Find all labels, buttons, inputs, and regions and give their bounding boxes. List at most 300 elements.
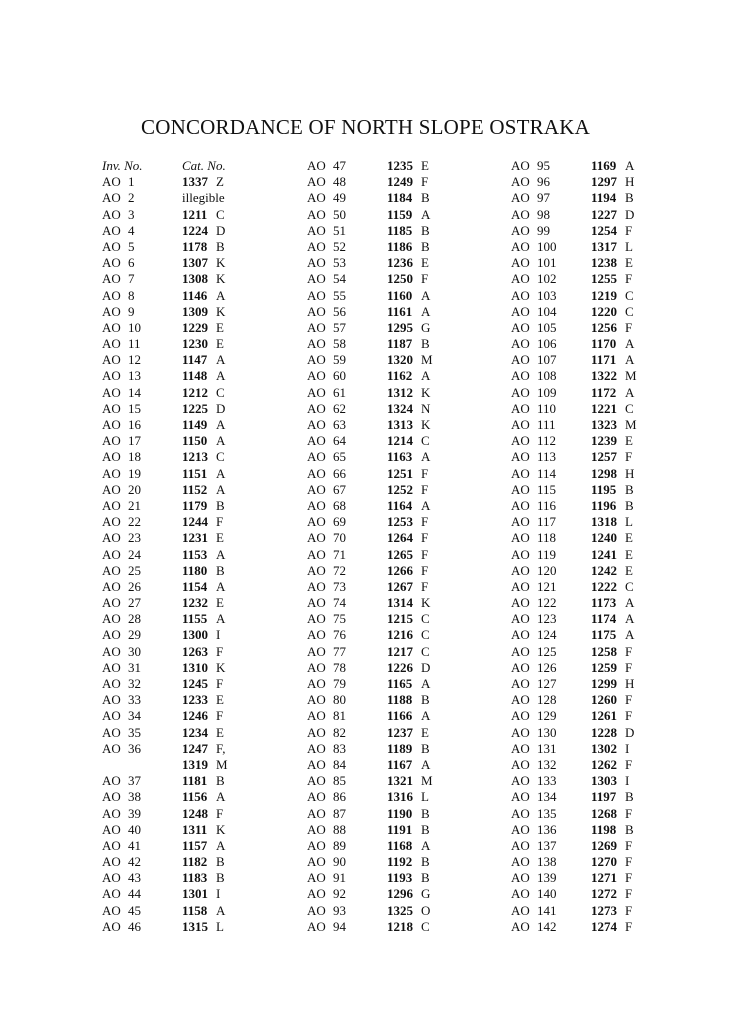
cat-number: 1266 [387,562,413,578]
inv-prefix: AO [511,433,530,449]
cat-number: 1158 [182,902,208,918]
inv-number: 20 [128,481,141,497]
inv-prefix: AO [307,595,326,611]
cat-letter: F [625,319,633,335]
cat-letter: B [216,238,225,254]
cat-letter: K [216,821,226,837]
inv-number: 82 [333,724,346,740]
inv-prefix: AO [511,222,530,238]
inv-number: 84 [333,756,346,772]
cat-letter: F [625,870,633,886]
cat-letter: H [625,465,635,481]
cat-letter: G [421,886,431,902]
cat-number: 1198 [591,821,617,837]
inv-number: 31 [128,659,141,675]
inv-prefix: AO [102,319,121,335]
inv-prefix: AO [307,562,326,578]
inv-number: 47 [333,158,346,173]
cat-number: 1237 [387,724,413,740]
inv-prefix: AO [307,481,326,497]
cat-letter: F [625,222,633,238]
inv-number: 117 [537,514,557,530]
inv-number: 28 [128,611,141,627]
inv-number: 78 [333,659,346,675]
cat-letter: F [625,918,633,934]
cat-letter: A [625,611,635,627]
cat-letter: I [216,627,221,643]
inv-prefix: AO [511,692,530,708]
cat-letter: A [625,627,635,643]
inv-number: 43 [128,870,141,886]
inv-prefix: AO [102,449,121,465]
cat-letter: B [216,773,225,789]
inv-prefix: AO [511,595,530,611]
inv-prefix: AO [102,417,121,432]
cat-number: 1296 [387,886,413,902]
inv-number: 92 [333,886,346,902]
inv-prefix: AO [511,886,530,902]
inv-number: 61 [333,384,346,400]
cat-letter: F [625,692,633,708]
inv-number: 93 [333,902,346,918]
inv-prefix: AO [102,870,121,886]
cat-number: 1308 [182,271,208,287]
inv-prefix: AO [511,562,530,578]
cat-letter: A [216,465,226,481]
inv-prefix: AO [511,870,530,886]
cat-letter: A [421,837,431,853]
inv-prefix: AO [511,676,530,691]
inv-number: 109 [537,384,557,400]
inv-prefix: AO [307,740,326,756]
cat-number: 1240 [591,530,617,546]
cat-number: 1312 [387,384,413,400]
cat-letter: F [625,854,633,870]
cat-number: 1221 [591,400,617,416]
cat-letter: B [421,821,430,837]
cat-letter: A [216,417,226,432]
inv-prefix: AO [102,724,121,740]
inv-prefix: AO [307,303,326,319]
inv-number: 11 [128,336,141,352]
cat-letter: A [625,352,635,368]
cat-letter: B [625,789,634,805]
inv-prefix: AO [511,303,530,319]
inv-number: 138 [537,854,557,870]
inv-number: 112 [537,433,557,449]
cat-letter: A [216,352,226,368]
cat-number: 1181 [182,773,208,789]
cat-number: 1182 [182,854,208,870]
inv-prefix: AO [102,789,121,805]
inv-number: 123 [537,611,557,627]
cat-letter: F [421,271,429,287]
inv-number: 8 [128,287,135,303]
cat-number: 1194 [591,190,617,206]
inv-number: 120 [537,562,557,578]
cat-letter: B [216,854,225,870]
inv-prefix: AO [307,627,326,643]
inv-number: 133 [537,773,557,789]
inv-prefix: AO [102,384,121,400]
inv-prefix: AO [102,497,121,513]
inv-prefix: AO [102,530,121,546]
cat-number: 1301 [182,886,208,902]
inv-prefix: AO [307,676,326,691]
cat-letter: Z [216,174,224,190]
cat-number: 1230 [182,336,208,352]
cat-number: 1316 [387,789,413,805]
inv-number: 45 [128,902,141,918]
cat-number: 1252 [387,481,413,497]
cat-number: 1216 [387,627,413,643]
cat-number: 1179 [182,497,208,513]
cat-number: 1241 [591,546,617,562]
cat-number: 1164 [387,497,413,513]
cat-number: 1170 [591,336,617,352]
inv-number: 41 [128,837,141,853]
cat-number: 1192 [387,854,413,870]
cat-letter: F [625,902,633,918]
cat-number: 1261 [591,708,617,724]
cat-number: 1156 [182,789,208,805]
cat-number: 1319 [182,756,208,772]
inv-number: 94 [333,918,346,934]
cat-number: 1274 [591,918,617,934]
cat-number: 1337 [182,174,208,190]
inv-prefix: AO [511,400,530,416]
cat-letter: K [216,271,226,287]
cat-letter: F [421,546,429,562]
cat-number: 1228 [591,724,617,740]
inv-number: 70 [333,530,346,546]
cat-letter: N [421,400,431,416]
cat-letter: F [421,481,429,497]
cat-number: 1265 [387,546,413,562]
inv-number: 96 [537,174,550,190]
cat-letter: A [216,902,226,918]
inv-number: 23 [128,530,141,546]
inv-number: 53 [333,255,346,271]
cat-number: 1267 [387,578,413,594]
cat-letter: B [421,740,430,756]
inv-prefix: AO [511,724,530,740]
inv-number: 58 [333,336,346,352]
inv-prefix: AO [102,287,121,303]
inv-prefix: AO [102,174,121,190]
inv-number: 107 [537,352,557,368]
inv-prefix: AO [511,238,530,254]
inv-prefix: AO [307,854,326,870]
cat-letter: A [216,546,226,562]
cat-letter: A [625,595,635,611]
inv-prefix: AO [102,271,121,287]
cat-letter: F [625,805,633,821]
cat-number: 1212 [182,384,208,400]
cat-number: 1248 [182,805,208,821]
inv-number: 113 [537,449,557,465]
cat-letter: F, [216,740,226,756]
cat-letter: E [216,530,224,546]
inv-prefix: AO [307,287,326,303]
cat-number: 1298 [591,465,617,481]
cat-letter: B [421,854,430,870]
inv-prefix: AO [307,465,326,481]
cat-number: 1157 [182,837,208,853]
cat-letter: C [216,449,225,465]
cat-letter: F [216,643,224,659]
cat-letter: F [625,886,633,902]
cat-letter: C [421,643,430,659]
cat-letter: E [216,724,224,740]
inv-number: 55 [333,287,346,303]
cat-number: 1253 [387,514,413,530]
cat-number: 1190 [387,805,413,821]
inv-prefix: AO [102,886,121,902]
cat-letter: D [421,659,431,675]
inv-number: 3 [128,206,135,222]
cat-number: 1168 [387,837,413,853]
cat-number: 1255 [591,271,617,287]
inv-prefix: AO [307,319,326,335]
cat-number: 1260 [591,692,617,708]
inv-prefix: AO [511,449,530,465]
cat-letter: A [216,287,226,303]
cat-letter: E [421,255,429,271]
inv-prefix: AO [102,578,121,594]
inv-number: 141 [537,902,557,918]
inv-number: 71 [333,546,346,562]
cat-letter: B [421,805,430,821]
cat-letter: M [421,352,433,368]
inv-number: 24 [128,546,141,562]
cat-letter: C [216,206,225,222]
inv-number: 34 [128,708,141,724]
inv-no-header: Inv. No. [102,158,143,173]
inv-prefix: AO [511,530,530,546]
inv-prefix: AO [307,708,326,724]
inv-number: 51 [333,222,346,238]
inv-prefix: AO [102,368,121,384]
cat-letter: B [421,238,430,254]
cat-letter: C [421,433,430,449]
illegible-note: illegible [182,190,225,206]
inv-prefix: AO [511,174,530,190]
inv-prefix: AO [511,158,530,173]
inv-number: 7 [128,271,135,287]
cat-letter: E [421,158,429,173]
inv-prefix: AO [307,611,326,627]
cat-number: 1161 [387,303,413,319]
cat-letter: F [625,659,633,675]
inv-prefix: AO [307,449,326,465]
inv-number: 102 [537,271,557,287]
cat-letter: K [421,384,431,400]
inv-prefix: AO [511,902,530,918]
cat-number: 1183 [182,870,208,886]
inv-number: 124 [537,627,557,643]
inv-prefix: AO [307,870,326,886]
inv-number: 54 [333,271,346,287]
inv-number: 88 [333,821,346,837]
inv-prefix: AO [307,368,326,384]
inv-number: 115 [537,481,557,497]
inv-prefix: AO [307,400,326,416]
inv-number: 49 [333,190,346,206]
inv-prefix: AO [307,417,326,432]
inv-number: 79 [333,676,346,691]
inv-prefix: AO [511,497,530,513]
cat-letter: D [625,724,635,740]
inv-number: 42 [128,854,141,870]
inv-number: 97 [537,190,550,206]
inv-prefix: AO [511,255,530,271]
cat-number: 1311 [182,821,208,837]
inv-prefix: AO [102,562,121,578]
inv-prefix: AO [102,303,121,319]
inv-prefix: AO [511,319,530,335]
inv-number: 130 [537,724,557,740]
inv-number: 19 [128,465,141,481]
cat-letter: C [216,384,225,400]
inv-number: 52 [333,238,346,254]
inv-prefix: AO [511,417,530,432]
inv-prefix: AO [511,578,530,594]
inv-prefix: AO [307,352,326,368]
inv-number: 36 [128,740,141,756]
cat-number: 1162 [387,368,413,384]
page-title: CONCORDANCE OF NORTH SLOPE OSTRAKA [141,115,590,139]
cat-number: 1269 [591,837,617,853]
cat-number: 1193 [387,870,413,886]
inv-number: 6 [128,255,135,271]
cat-number: 1263 [182,643,208,659]
inv-number: 13 [128,368,141,384]
cat-letter: E [625,255,633,271]
cat-number: 1150 [182,433,208,449]
inv-prefix: AO [102,514,121,530]
cat-letter: I [625,740,630,756]
inv-number: 25 [128,562,141,578]
cat-number: 1171 [591,352,617,368]
inv-number: 48 [333,174,346,190]
inv-number: 108 [537,368,557,384]
cat-number: 1271 [591,870,617,886]
inv-number: 83 [333,740,346,756]
cat-letter: C [625,303,634,319]
inv-number: 90 [333,854,346,870]
inv-prefix: AO [511,384,530,400]
inv-number: 64 [333,433,346,449]
cat-letter: K [216,659,226,675]
cat-letter: A [216,789,226,805]
cat-letter: A [625,336,635,352]
inv-prefix: AO [102,222,121,238]
inv-prefix: AO [511,287,530,303]
cat-number: 1154 [182,578,208,594]
inv-prefix: AO [307,837,326,853]
cat-letter: F [625,708,633,724]
inv-number: 136 [537,821,557,837]
inv-number: 125 [537,643,557,659]
inv-prefix: AO [511,756,530,772]
inv-number: 135 [537,805,557,821]
inv-prefix: AO [511,368,530,384]
inv-number: 30 [128,643,141,659]
cat-letter: A [625,384,635,400]
cat-number: 1272 [591,886,617,902]
inv-number: 140 [537,886,557,902]
inv-prefix: AO [307,238,326,254]
inv-prefix: AO [102,481,121,497]
cat-letter: A [216,433,226,449]
cat-number: 1227 [591,206,617,222]
inv-number: 17 [128,433,141,449]
inv-prefix: AO [511,837,530,853]
inv-prefix: AO [307,271,326,287]
inv-prefix: AO [511,352,530,368]
cat-letter: B [216,870,225,886]
inv-prefix: AO [102,708,121,724]
inv-number: 72 [333,562,346,578]
inv-prefix: AO [102,400,121,416]
cat-letter: A [421,497,431,513]
inv-prefix: AO [102,821,121,837]
inv-number: 56 [333,303,346,319]
cat-letter: A [625,158,635,173]
cat-number: 1178 [182,238,208,254]
cat-letter: F [421,530,429,546]
cat-number: 1188 [387,692,413,708]
inv-number: 57 [333,319,346,335]
cat-letter: F [421,514,429,530]
cat-no-header: Cat. No. [182,158,226,173]
inv-prefix: AO [102,643,121,659]
cat-letter: A [421,756,431,772]
inv-number: 65 [333,449,346,465]
cat-number: 1302 [591,740,617,756]
inv-prefix: AO [102,255,121,271]
cat-letter: K [421,595,431,611]
inv-number: 15 [128,400,141,416]
cat-letter: F [625,756,633,772]
inv-prefix: AO [307,174,326,190]
inv-number: 38 [128,789,141,805]
cat-number: 1151 [182,465,208,481]
cat-number: 1147 [182,352,208,368]
cat-number: 1220 [591,303,617,319]
cat-letter: F [421,174,429,190]
cat-letter: B [625,821,634,837]
inv-prefix: AO [511,918,530,934]
inv-number: 68 [333,497,346,513]
cat-number: 1174 [591,611,617,627]
cat-number: 1259 [591,659,617,675]
cat-number: 1247 [182,740,208,756]
cat-letter: A [216,368,226,384]
inv-prefix: AO [102,206,121,222]
cat-number: 1149 [182,417,208,432]
inv-prefix: AO [102,918,121,934]
cat-number: 1217 [387,643,413,659]
cat-number: 1236 [387,255,413,271]
inv-prefix: AO [102,465,121,481]
inv-number: 16 [128,417,141,432]
inv-number: 132 [537,756,557,772]
cat-number: 1175 [591,627,617,643]
inv-number: 137 [537,837,557,853]
cat-letter: C [421,611,430,627]
